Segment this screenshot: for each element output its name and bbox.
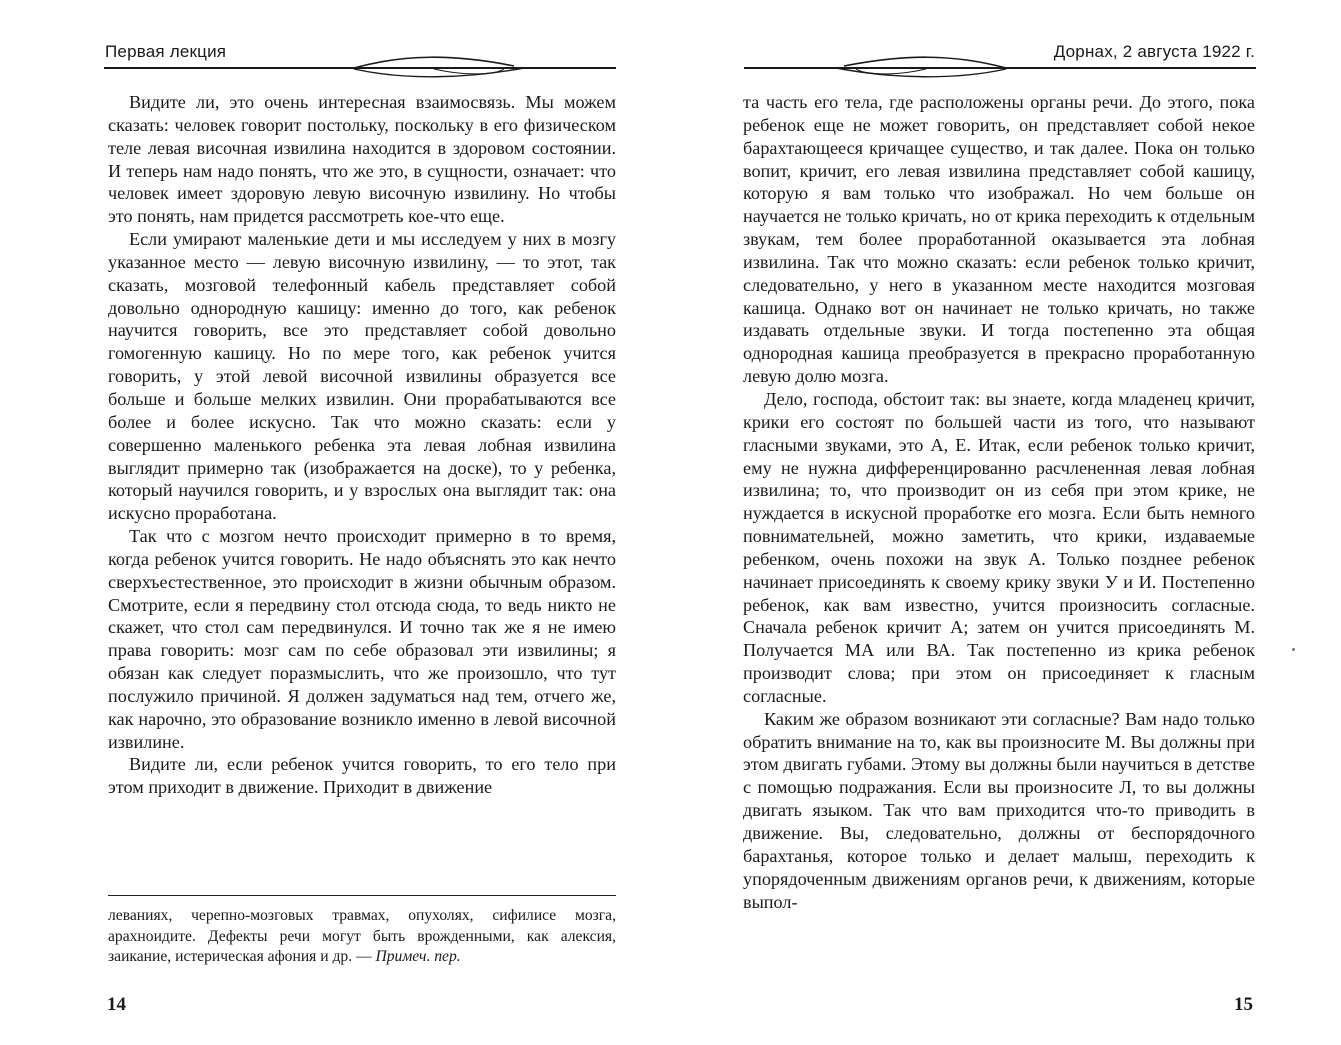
page-number-left: 14 <box>107 994 126 1015</box>
paragraph-continuation: та часть его тела, где расположены органы речи. До этого, пока ребенок еще не может говорить, он представляет собой некое барахтающееся кричащее существо, и так далее. Пока он только вопит, кричит, его левая извилина представляет собой кашицу, которую я вам только что изображал. Но чем больше он научается не только кричать, но от крика переходить к отдельным звукам, тем более проработанной оказывается эта лобная извилина. Так что можно сказать: если ребенок только кричит, следовательно, у него в указанном месте находится мозговая кашица. Однако вот он начинает не только кричать, но также издавать отдельные звуки. И тогда постепенно эта общая однородная кашица преобразуется в прекрасно проработанную левую долю мозга. <box>743 92 1255 387</box>
running-head-right: Дорнах, 2 августа 1922 г. <box>1053 42 1255 61</box>
left-page <box>0 0 670 1045</box>
running-head-left: Первая лекция <box>105 42 227 61</box>
header-ornament-rule <box>744 52 1256 82</box>
body-text-right <box>743 91 1255 913</box>
footnote <box>108 906 616 968</box>
paragraph: Видите ли, это очень интересная взаимосвязь. Мы можем сказать: человек говорит постольку, поскольку в его физическом теле левая височная извилина находится в здоровом состоянии. И теперь нам надо понять, что же это, в сущности, означает: что человек имеет здоровую левую височную извилину. Но чтобы это понять, нам придется рассмотреть кое-что еще. <box>108 92 616 227</box>
header-ornament-rule <box>104 52 616 82</box>
paragraph: Каким же образом возникают эти согласные? Вам надо только обратить внимание на то, как вы произносите М. Вы должны при этом двигать губами. Этому вы должны были научиться в детстве с помощью подражания. Если вы произносите Л, то вы должны двигать языком. Так что вам приходится что-то приводить в движение. Вы, следовательно, должны от беспорядочного барахтанья, которое только и делает малыш, переходить к упорядоченным движениям органов речи, к движениям, которые выпол- <box>743 708 1255 912</box>
footnote-text: леваниях, черепно-мозговых травмах, опухолях, сифилисе мозга, арахноидите. Дефекты речи могут быть врожденными, как алексия, заикание, истерическая афония и др. — <box>108 907 616 965</box>
paragraph: Так что с мозгом нечто происходит примерно в то время, когда ребенок учится говорить. Не надо объяснять это как нечто сверхъестественное, это происходит в жизни обычным образом. Смотрите, если я передвину стол отсюда сюда, то ведь никто не скажет, что стол сам передвинулся. И точно так же я не имею права говорить: мозг сам по себе образовал эти извилины; я обязан как следует поразмыслить, что же произошло, что тут послужило причиной. Я должен задуматься над тем, отчего же, как нарочно, это образование возникло именно в левой височной извилине. <box>108 526 616 752</box>
paragraph: Если умирают маленькие дети и мы исследуем у них в мозгу указанное место — левую височную извилину, — то этот, так сказать, мозговой телефонный кабель представляет собой довольно однородную кашицу: именно до того, как ребенок научится говорить, все это представляет собой довольно гомогенную кашицу. Но по мере того, как ребенок учится говорить, у этой левой височной извилины образуется все больше и больше мелких извилин. Они прорабатываются все более и более искусно. Так что можно сказать: если у совершенно маленького ребенка эта левая лобная извилина выглядит примерно так (изображается на доске), то у ребенка, который научился говорить, и у взрослых она выглядит так: она искусно проработана. <box>108 229 616 524</box>
footnote-separator <box>108 895 616 896</box>
right-page <box>670 0 1341 1045</box>
paper-speck <box>1292 648 1295 651</box>
body-text-left <box>108 91 616 799</box>
paragraph: Дело, господа, обстоит так: вы знаете, когда младенец кричит, крики его состоят по большей части из того, что называют гласными звуками, это А, Е. Итак, если ребенок только кричит, ему не нужна дифференцированно расчлененная левая лобная извилина; то, что производит он из себя при этом крике, не нуждается в искусной проработке его мозга. Если быть немного повнимательней, можно заметить, что крики, издаваемые ребенком, очень похожи на звук А. Только позднее ребенок начинает присоединять к своему крику звуки У и И. Постепенно ребенок, как вам известно, учится произносить согласные. Сначала ребенок кричит А; затем он учится присоединять М. Получается МА или ВА. Так постепенно из крика ребенок производит слова; при этом он присоединяет к гласным согласные. <box>743 388 1255 706</box>
footnote-note: Примеч. пер. <box>375 948 461 965</box>
page-number-right: 15 <box>1234 994 1253 1015</box>
paragraph: Видите ли, если ребенок учится говорить, то его тело при этом приходит в движение. Приходит в движение <box>108 754 616 798</box>
